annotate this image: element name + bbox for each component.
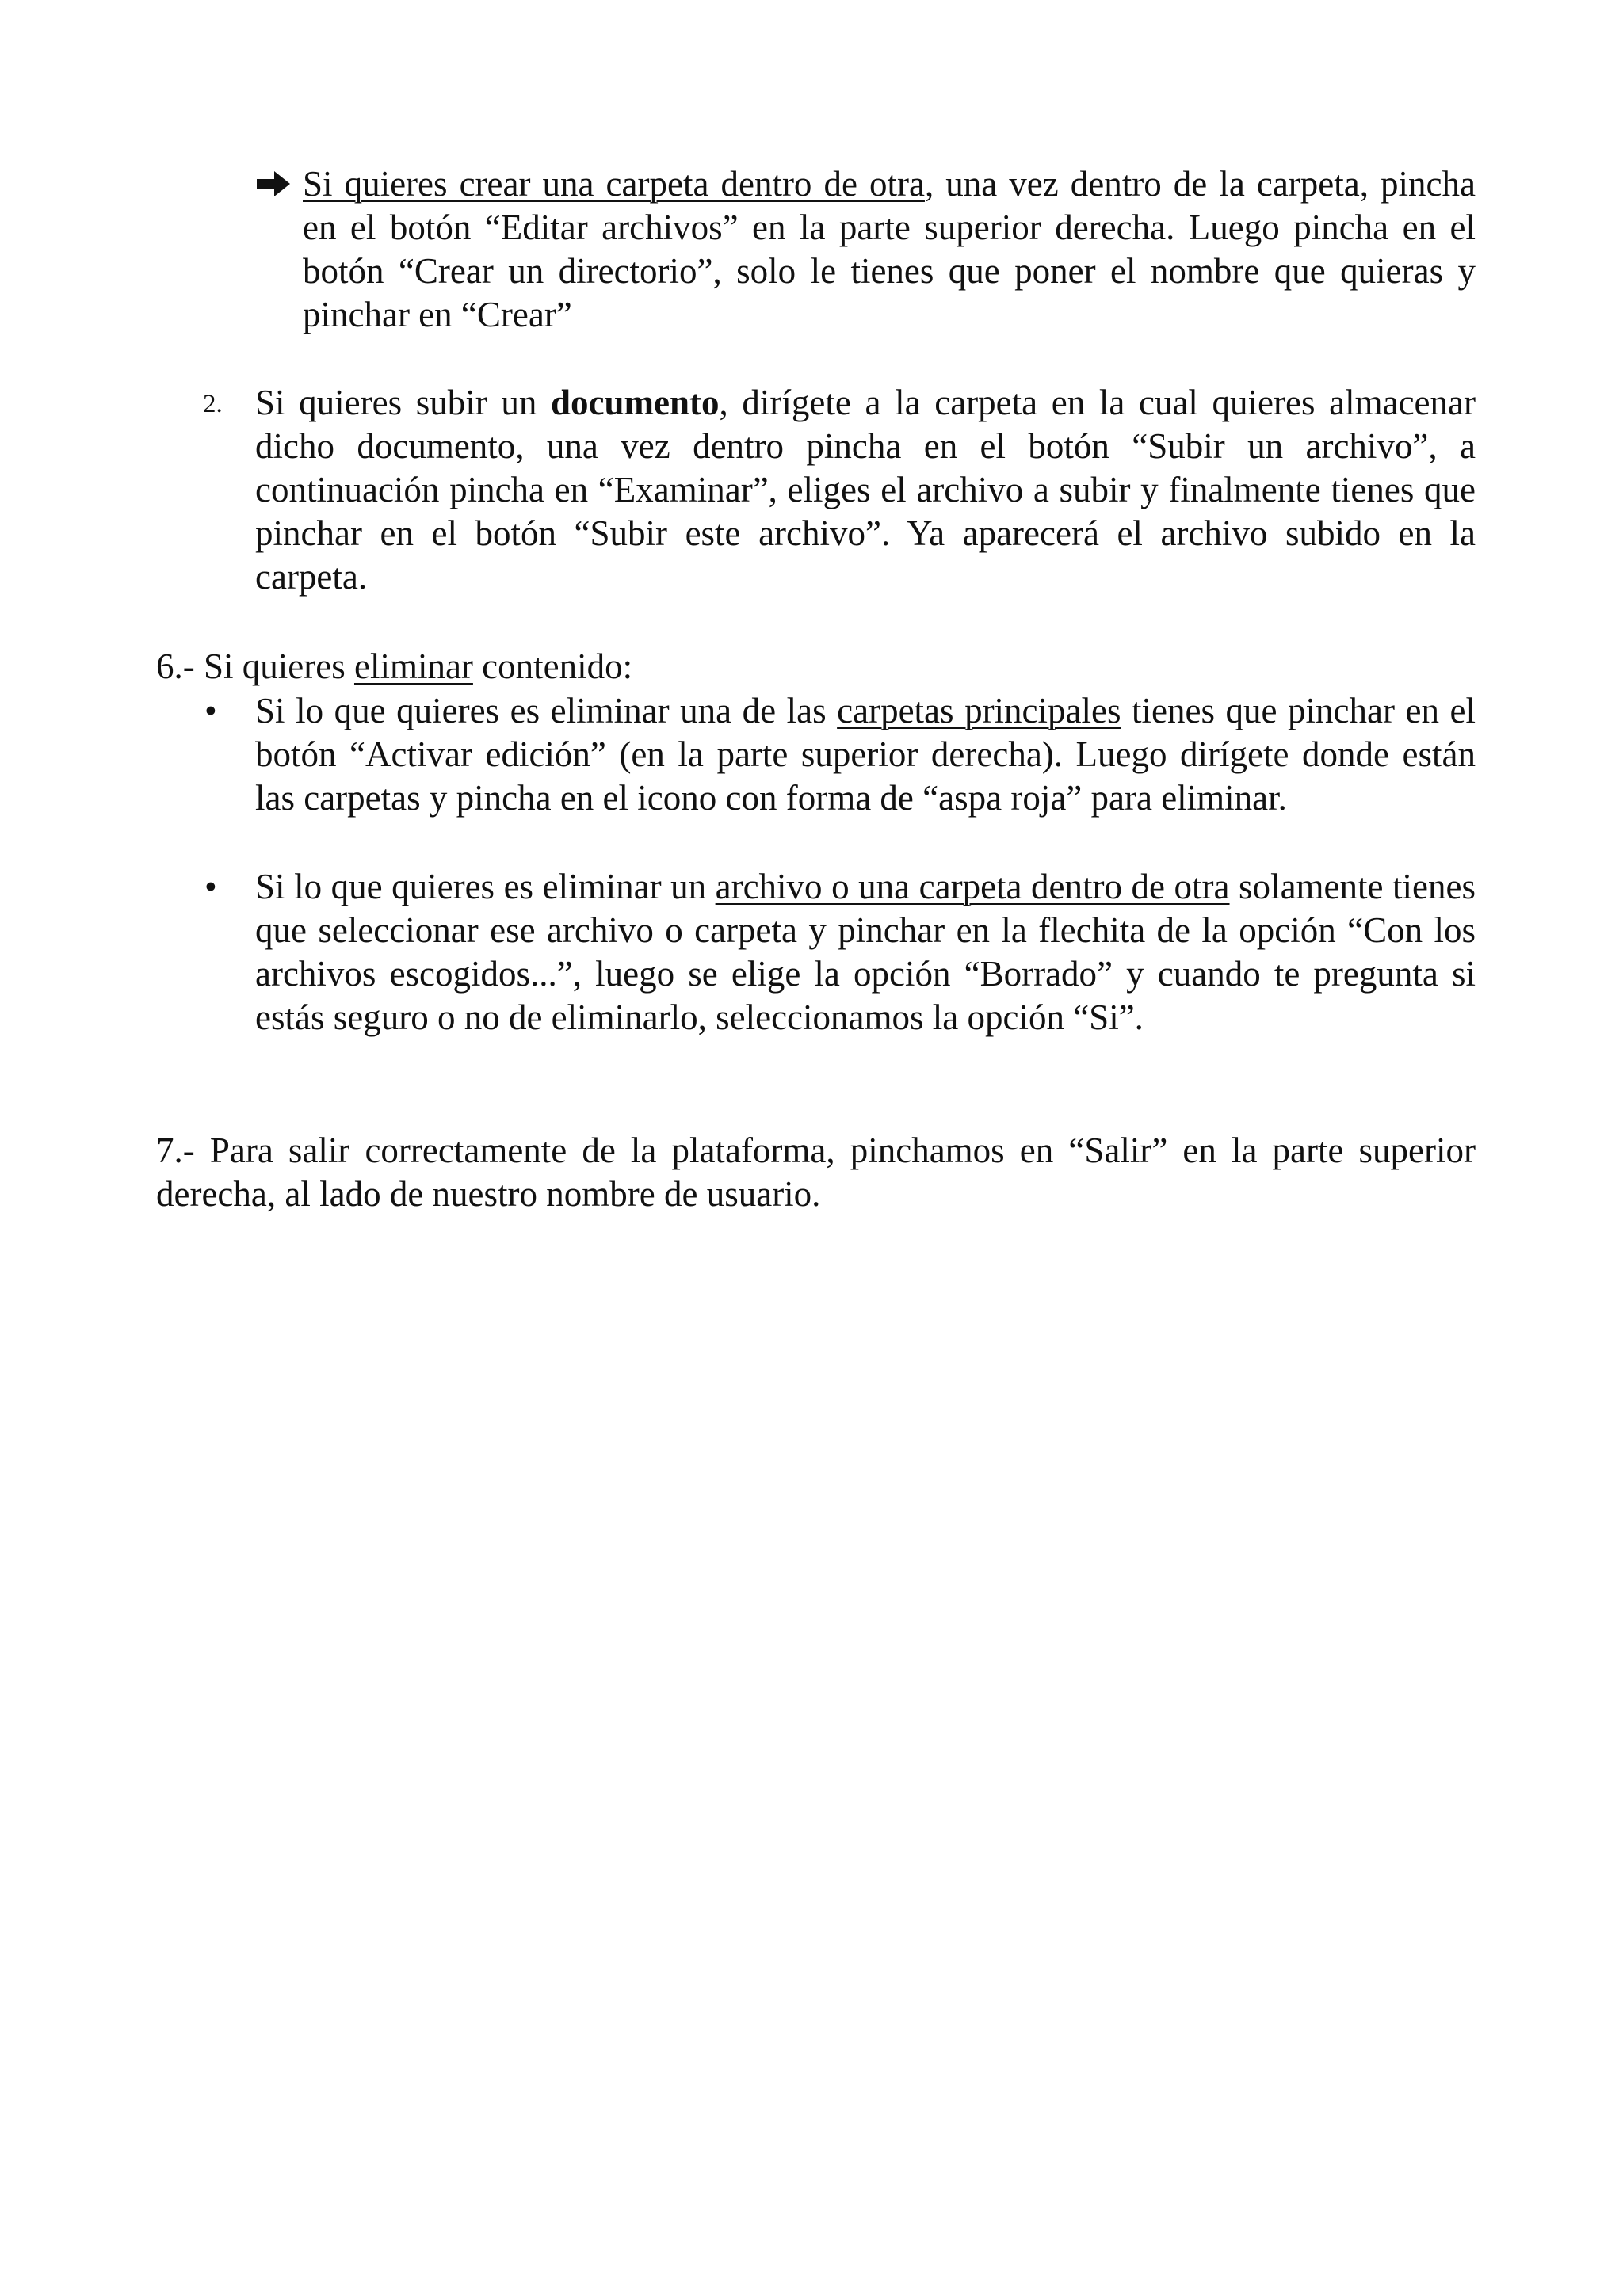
arrow-item-paragraph xyxy=(303,162,1476,337)
bullet-item xyxy=(255,865,1476,1039)
arrow-bullet-icon xyxy=(255,168,295,200)
arrow-item-underlined-lead: Si quieres crear una carpeta dentro de otra xyxy=(303,164,925,204)
bullet-marker: • xyxy=(204,691,217,730)
bullet-text-start: Si lo que quieres es eliminar una de las xyxy=(255,691,838,730)
numbered-item-bold: documento xyxy=(551,383,720,422)
bullet-text-end: tienes que pinchar en el botón “Activar edición” (en la parte superior derecha). Luego dirígete donde están las carpetas y pincha en el icono con forma de “aspa roja” para eliminar. xyxy=(255,691,1476,818)
list-number: 2. xyxy=(203,390,223,418)
section-7-paragraph: 7.- Para salir correctamente de la plataforma, pinchamos en “Salir” en la parte superior derecha, al lado de nuestro nombre de usuario. xyxy=(156,1131,1476,1214)
bullet-underlined: archivo o una carpeta dentro de otra xyxy=(715,867,1230,906)
section-6-prefix: 6.- Si quieres xyxy=(156,646,354,686)
section-6-underlined: eliminar xyxy=(353,646,473,686)
bullet-underlined: carpetas principales xyxy=(837,691,1121,730)
section-6-heading xyxy=(156,645,1476,688)
numbered-item-text-end: , dirígete a la carpeta en la cual quieres almacenar dicho documento, una vez dentro pincha en el botón “Subir un archivo”, a continuación pincha en “Examinar”, eliges el archivo a subir y finalmente tienes que pinchar en el botón “Subir este archivo”. Ya aparecerá el archivo subido en la carpeta. xyxy=(255,383,1476,597)
bullet-text-start: Si lo que quieres es eliminar un xyxy=(255,867,716,906)
section-6-suffix: contenido: xyxy=(472,646,633,686)
bullet-text-end: solamente tienes que seleccionar ese archivo o carpeta y pinchar en la flechita de la opción “Con los archivos escogidos...”, luego se elige la opción “Borrado” y cuando te pregunta si estás seguro o no de eliminarlo, seleccionamos la opción “Si”. xyxy=(255,867,1476,1037)
numbered-item-paragraph xyxy=(255,381,1476,599)
arrow-item-text: , una vez dentro de la carpeta, pincha en el botón “Editar archivos” en la parte superior derecha. Luego pincha en el botón “Crear un directorio”, solo le tienes que poner el nombre que quieras y pinchar en “Crear” xyxy=(303,164,1476,334)
numbered-item-text-start: Si quieres subir un xyxy=(255,383,552,422)
bullet-marker: • xyxy=(204,867,217,906)
bullet-item xyxy=(255,689,1476,820)
